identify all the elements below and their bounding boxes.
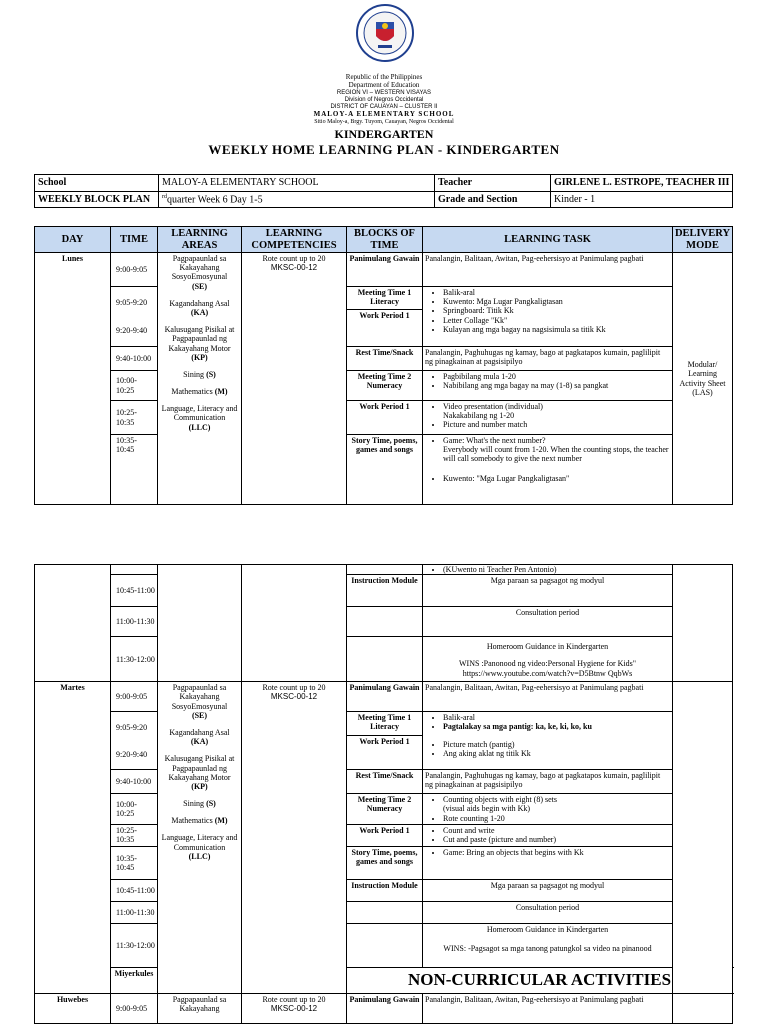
time-cell — [111, 712, 158, 770]
time-cell: 10:25-10:35 — [111, 401, 158, 435]
list-item: • Kuwento: "Mga Lugar Pangkaligtasan" — [443, 474, 670, 483]
competency-code: MKSC-00-12 — [270, 1003, 318, 1013]
header-republic: Republic of the Philippines — [345, 73, 423, 81]
competency-code: MKSC-00-12 — [270, 263, 318, 273]
block-meeting2 — [347, 371, 423, 401]
time-cell: 10:00-10:25 — [111, 371, 158, 401]
day-huwebes: Huwebes — [35, 993, 111, 1023]
col-delivery: DELIVERY MODE — [673, 227, 733, 253]
competency-text: Rote count up to 20 — [262, 994, 326, 1004]
time-cell: 10:35-10:45 — [111, 435, 158, 505]
area-m: Mathematics — [171, 816, 213, 826]
task-panimulang: Panalangin, Balitaan, Awitan, Pag-eehersisyo at Panimulang pagbati — [423, 682, 673, 712]
header-division: Division of Negros Occidental — [344, 97, 424, 103]
block-numeracy-label: Numeracy — [366, 804, 403, 814]
competency-cell — [242, 993, 347, 1023]
deped-seal — [356, 4, 414, 62]
noncurricular-banner: NON-CURRICULAR ACTIVITIES — [347, 967, 733, 993]
block-instruction: Instruction Module — [347, 575, 423, 607]
list-item: • Game: Bring an objects that begins with Kk — [443, 848, 670, 857]
block-meeting2-label: Meeting Time 2 — [357, 372, 412, 381]
competency-cell — [242, 682, 347, 994]
task-work1b — [423, 401, 673, 435]
wins-text: WINS: -Pagsagot sa mga tanong patungkol sa video na pinanood — [443, 943, 652, 953]
list-item: • Picture match (pantig) — [443, 740, 670, 749]
area-se: Pagpapaunlad sa Kakayahang SosyoEmosyunal — [171, 254, 228, 282]
learning-areas-cell: Pagpapaunlad sa Kakayahang — [158, 993, 242, 1023]
task-meeting1 — [423, 287, 673, 347]
task-consultation: Consultation period — [423, 607, 673, 637]
area-m-code: (M) — [214, 387, 228, 397]
area-ka-code: (KA) — [190, 307, 209, 317]
time-cell: 11:30-12:00 — [111, 637, 158, 682]
task-module: Mga paraan sa pagsagot ng modyul — [423, 879, 673, 901]
day-cell-empty — [35, 565, 111, 682]
delivery-cell-empty — [673, 993, 733, 1023]
school-value: MALOY-A ELEMENTARY SCHOOL — [159, 175, 435, 192]
col-day: DAY — [35, 227, 111, 253]
block-rest: Rest Time/Snack — [347, 347, 423, 371]
block-cell-empty — [347, 607, 423, 637]
col-blocks: BLOCKS OF TIME — [347, 227, 423, 253]
block-meeting1-label: Meeting Time 1 — [357, 713, 412, 723]
col-task: LEARNING TASK — [423, 227, 673, 253]
block-meeting2-label: Meeting Time 2 — [357, 795, 412, 805]
task-module: Mga paraan sa pagsagot ng modyul — [423, 575, 673, 607]
time-cell: 10:25-10:35 — [111, 824, 158, 846]
block-panimulang: Panimulang Gawain — [347, 253, 423, 287]
day-miyerkules: Miyerkules — [111, 967, 158, 993]
competency-code: MKSC-00-12 — [270, 692, 318, 702]
plan-table-page2 — [34, 564, 733, 1024]
grade-value: Kinder - 1 — [551, 191, 733, 208]
block-plan-label: WEEKLY BLOCK PLAN — [35, 191, 159, 208]
competency-cell — [242, 253, 347, 505]
task-homeroom — [423, 923, 673, 967]
task-kuwento — [423, 565, 673, 575]
page-title: WEEKLY HOME LEARNING PLAN - KINDERGARTEN — [208, 142, 560, 157]
area-s-code: (S) — [206, 799, 216, 809]
task-meeting2 — [423, 794, 673, 825]
block-plan-sup: rd — [162, 193, 167, 200]
time-cell — [111, 287, 158, 347]
competency-cell-empty — [242, 565, 347, 682]
header-region: REGION VI – WESTERN VISAYAS — [336, 90, 432, 96]
block-numeracy-label: Numeracy — [366, 381, 403, 391]
list-item: • Pagbibilang mula 1-20 — [443, 372, 670, 381]
competency-text: Rote count up to 20 — [262, 254, 326, 263]
block-meeting1-label: Meeting Time 1 — [357, 288, 412, 297]
task-meeting2 — [423, 371, 673, 401]
block-cell-empty — [347, 923, 423, 967]
list-item: • Video presentation (individual) — [443, 402, 670, 411]
list-item: • Kuwento: Mga Lugar Pangkaligtasan — [443, 297, 670, 306]
time-cell: 10:45-11:00 — [111, 575, 158, 607]
teacher-value: GIRLENE L. ESTROPE, TEACHER III — [551, 175, 733, 192]
time-cell: 9:00-9:05 — [111, 993, 158, 1023]
task-homeroom — [423, 637, 673, 682]
task-story — [423, 435, 673, 505]
area-kp: Kalusugang Pisikal at Pagpapaunlad ng Kakayahang Motor — [164, 325, 235, 353]
list-item: • Nabibilang ang mga bagay na may (1-8) sa pangkat — [443, 381, 670, 390]
plan-table-lunes — [34, 226, 733, 505]
areas-cell-empty — [158, 565, 242, 682]
list-item: • Kulayan ang mga bagay na nagsisimula sa titik Kk — [443, 325, 670, 334]
time-cell: 10:35-10:45 — [111, 846, 158, 879]
day-lunes: Lunes — [35, 253, 111, 505]
time-cell: 10:45-11:00 — [111, 879, 158, 901]
block-rest: Rest Time/Snack — [347, 770, 423, 794]
time-text: 9:20-9:40 — [116, 749, 148, 759]
area-kp-code: (KP) — [191, 352, 208, 362]
block-meeting1 — [347, 712, 423, 770]
col-competencies: LEARNING COMPETENCIES — [242, 227, 347, 253]
delivery-mode: Modular/ Learning Activity Sheet (LAS) — [673, 253, 733, 505]
task-work1b — [423, 824, 673, 846]
delivery-cell-empty — [673, 565, 733, 682]
time-cell: 9:00-9:05 — [111, 682, 158, 712]
area-s: Sining — [183, 369, 205, 379]
area-m-code: (M) — [214, 816, 228, 826]
school-label: School — [35, 175, 159, 192]
area-ka: Kagandahang Asal — [169, 727, 230, 737]
time-cell: 11:00-11:30 — [111, 607, 158, 637]
header-department: Department of Education — [348, 81, 420, 89]
area-llc: Language, Literacy and Communication — [161, 404, 238, 423]
list-item: • Letter Collage "Kk" — [443, 316, 670, 325]
area-kp: Kalusugang Pisikal at Pagpapaunlad ng Kakayahang Motor — [164, 754, 235, 782]
block-cell-empty — [347, 901, 423, 923]
list-item: • Cut and paste (picture and number) — [443, 835, 670, 844]
task-panimulang: Panalangin, Balitaan, Awitan, Pag-eehersisyo at Panimulang pagbati — [423, 993, 673, 1023]
list-item: • Springboard: Titik Kk — [443, 306, 670, 315]
col-areas: LEARNING AREAS — [158, 227, 242, 253]
block-story: Story Time, poems, games and songs — [347, 846, 423, 879]
block-story: Story Time, poems, games and songs — [347, 435, 423, 505]
block-instruction: Instruction Module — [347, 879, 423, 901]
block-plan-value — [159, 191, 435, 208]
block-meeting1 — [347, 287, 423, 347]
homeroom-title: Homeroom Guidance in Kindergarten — [486, 924, 609, 934]
header-district: DISTRICT OF CAUAYAN – CLUSTER II — [330, 104, 438, 110]
time-cell: 10:00-10:25 — [111, 794, 158, 825]
time-text: 9:05-9:20 — [116, 722, 148, 732]
delivery-cell-empty — [673, 682, 733, 994]
time-cell-empty — [111, 565, 158, 575]
block-plan-text: quarter Week 6 Day 1-5 — [167, 193, 263, 205]
block-work1b: Work Period 1 — [347, 824, 423, 846]
col-time: TIME — [111, 227, 158, 253]
area-kp-code: (KP) — [191, 781, 208, 791]
block-work1b: Work Period 1 — [347, 401, 423, 435]
info-table — [34, 174, 733, 208]
task-story — [423, 846, 673, 879]
header-school-name: MALOY-A ELEMENTARY SCHOOL — [313, 110, 455, 118]
task-consultation: Consultation period — [423, 901, 673, 923]
list-item: • Rote counting 1-20 — [443, 814, 670, 823]
day-martes: Martes — [35, 682, 111, 994]
block-literacy-label: Literacy — [370, 297, 399, 307]
block-cell-empty — [347, 637, 423, 682]
wins-url: https://www.youtube.com/watch?v=D5Btnw QqbWs — [462, 668, 633, 678]
grade-label: Grade and Section — [435, 191, 551, 208]
area-se-code: (SE) — [191, 281, 208, 291]
area-llc-code: (LLC) — [188, 851, 211, 861]
time-text: 9:20-9:40 — [116, 325, 148, 335]
task-rest: Panalangin, Paghuhugas ng kamay, bago at pagkatapos kumain, paglilipit ng pinagkainan at pagsisipilyo — [423, 347, 673, 371]
task-line: Everybody will count from 1-20. When the counting stops, the teacher will call somebody to give the next number — [443, 445, 669, 464]
task-panimulang: Panalangin, Balitaan, Awitan, Pag-eehersisyo at Panimulang pagbati — [423, 253, 673, 287]
teacher-label: Teacher — [435, 175, 551, 192]
task-line: (visual aids begin with Kk) — [443, 804, 531, 814]
list-item: • Balik-aral — [443, 288, 670, 297]
list-item: • Count and write — [443, 826, 670, 835]
time-cell: 9:40-10:00 — [111, 770, 158, 794]
wins-text: WINS :Panonood ng video:Personal Hygiene for Kids" — [458, 659, 637, 669]
task-line: Nakakabilang ng 1-20 — [443, 411, 515, 421]
time-cell: 11:30-12:00 — [111, 923, 158, 967]
task-rest: Panalangin, Paghuhugas ng kamay, bago at pagkatapos kumain, paglilipit ng pinagkainan at pagsisipilyo — [423, 770, 673, 794]
time-cell: 9:00-9:05 — [111, 253, 158, 287]
list-item: • Ang aking aklat ng titik Kk — [443, 749, 670, 758]
homeroom-title: Homeroom Guidance in Kindergarten — [486, 642, 609, 652]
area-se-code: (SE) — [191, 710, 208, 720]
time-cell: 11:00-11:30 — [111, 901, 158, 923]
area-s: Sining — [183, 799, 205, 809]
learning-areas-cell — [158, 253, 242, 505]
list-item: • Balik-aral — [443, 713, 670, 722]
area-llc: Language, Literacy and Communication — [161, 833, 238, 852]
competency-text: Rote count up to 20 — [262, 683, 326, 693]
header-grade-title: KINDERGARTEN — [334, 127, 434, 141]
area-se: Pagpapaunlad sa Kakayahang SosyoEmosyunal — [171, 683, 228, 711]
area-s-code: (S) — [206, 369, 216, 379]
block-work1: Work Period 1 — [347, 309, 422, 320]
list-item: • (KUwento ni Teacher Pen Antonio) — [443, 565, 670, 574]
time-text: 9:05-9:20 — [116, 298, 148, 308]
area-llc-code: (LLC) — [188, 422, 211, 432]
task-meeting1 — [423, 712, 673, 770]
list-item: • Pagtalakay sa mga pantig: ka, ke, ki, ko, ku — [443, 722, 670, 731]
block-meeting2 — [347, 794, 423, 825]
learning-areas-cell — [158, 682, 242, 994]
block-panimulang: Panimulang Gawain — [347, 993, 423, 1023]
block-cell-empty — [347, 565, 423, 575]
list-item: • Game: What's the next number? — [443, 436, 670, 445]
list-item: • Counting objects with eight (8) sets — [443, 795, 670, 804]
header-address: Sitio Maloy-a, Brgy. Tuyom, Cauayan, Negros Occidental — [314, 119, 454, 125]
area-ka: Kagandahang Asal — [169, 298, 230, 308]
area-m: Mathematics — [171, 387, 213, 397]
block-panimulang: Panimulang Gawain — [347, 682, 423, 712]
block-literacy-label: Literacy — [370, 722, 399, 732]
area-ka-code: (KA) — [190, 737, 209, 747]
block-work1: Work Period 1 — [347, 735, 422, 746]
time-cell: 9:40-10:00 — [111, 347, 158, 371]
list-item: • Picture and number match — [443, 420, 670, 429]
